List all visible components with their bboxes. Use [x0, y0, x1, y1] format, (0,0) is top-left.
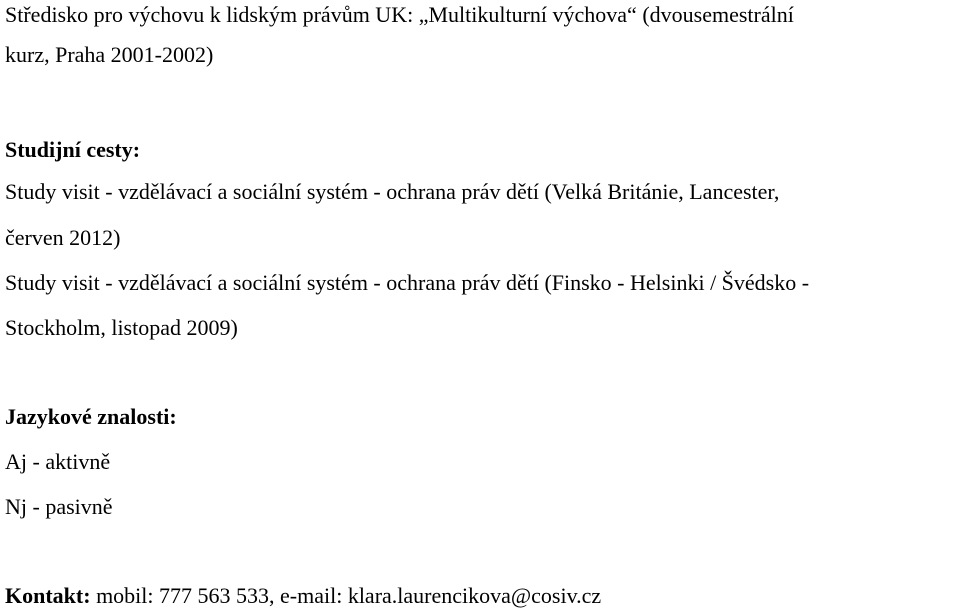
- study-trips-heading: Studijní cesty:: [5, 137, 141, 162]
- intro-line-2: kurz, Praha 2001-2002): [5, 42, 214, 67]
- study-trip-2-line-1: Study visit - vzdělávací a sociální systém - ochrana práv dětí (Finsko - Helsinki / Švédsko -: [5, 270, 810, 295]
- contact-text: mobil: 777 563 533, e-mail: klara.laurencikova@cosiv.cz: [90, 583, 602, 608]
- study-trip-2-line-2: Stockholm, listopad 2009): [5, 315, 238, 340]
- contact-label: Kontakt:: [5, 583, 91, 608]
- languages-heading: Jazykové znalosti:: [5, 404, 177, 429]
- language-item-english: Aj - aktivně: [5, 449, 111, 474]
- study-trip-1-line-2: červen 2012): [5, 225, 121, 250]
- study-trip-1-line-1: Study visit - vzdělávací a sociální systém - ochrana práv dětí (Velká Británie, Lancester,: [5, 179, 780, 204]
- intro-line-1: Středisko pro výchovu k lidským právům UK: „Multikulturní výchova“ (dvousemestrální: [5, 2, 794, 27]
- contact-line: [5, 583, 601, 609]
- language-item-german: Nj - pasivně: [5, 494, 113, 519]
